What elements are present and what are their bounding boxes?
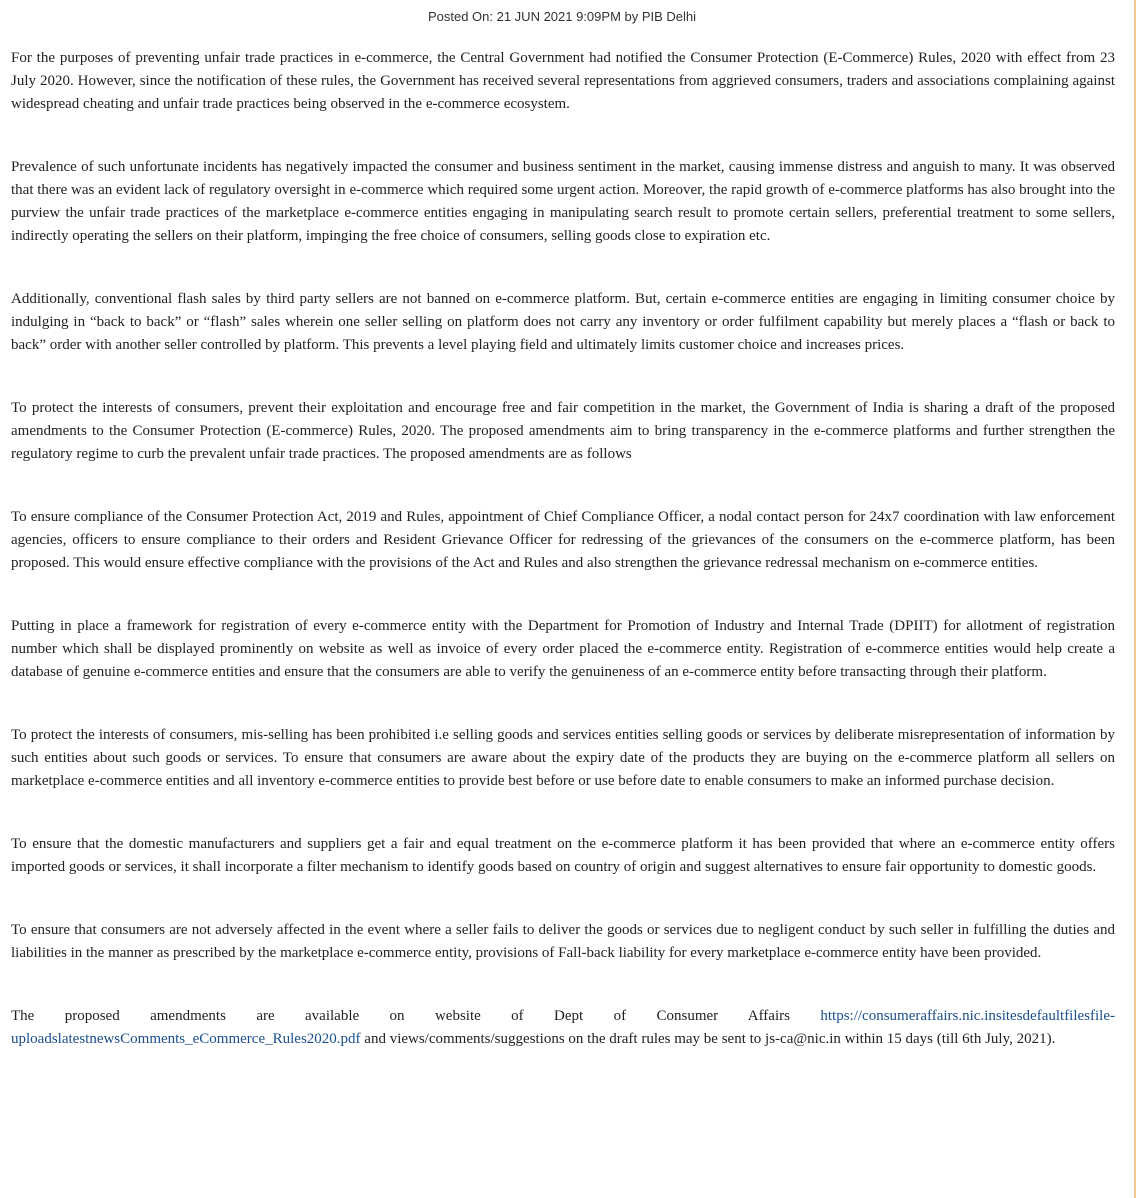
paragraph-2: Prevalence of such unfortunate incidents has negatively impacted the consumer and business sentiment in the market, causing immense distress and anguish to many. It was observed that there was an evident lack of regulatory oversight in e-commerce which required some urgent action. Moreover, the rapid growth of e-commerce platforms has also brought into the purview the unfair trade practices of the marketplace e-commerce entities engaging in manipulating search result to promote certain sellers, preferential treatment to some sellers, indirectly operating the sellers on their platform, impinging the free choice of consumers, selling goods close to expiration etc.	[11, 159, 1115, 244]
paragraph-10	[11, 1005, 1115, 1051]
draft-rules-pdf-link[interactable]: https://consumeraffairs.nic.insitesdefaultfilesfile-uploadslatestnewsComments_eCommerce_Rules2020.pdf	[11, 1008, 1115, 1047]
paragraph-5: To ensure compliance of the Consumer Protection Act, 2019 and Rules, appointment of Chief Compliance Officer, a nodal contact person for 24x7 coordination with law enforcement agencies, officers to ensure compliance to their orders and Resident Grievance Officer for redressing of the grievances of the consumers on the e-commerce platform, has been proposed. This would ensure effective compliance with the provisions of the Act and Rules and also strengthen the grievance redressal mechanism on e-commerce entities.	[11, 509, 1115, 571]
article-body	[11, 47, 1115, 1051]
paragraph-4: To protect the interests of consumers, prevent their exploitation and encourage free and fair competition in the market, the Government of India is sharing a draft of the proposed amendments to the Consumer Protection (E-commerce) Rules, 2020. The proposed amendments aim to bring transparency in the e-commerce platforms and further strengthen the regulatory regime to curb the prevalent unfair trade practices. The proposed amendments are as follows	[11, 400, 1115, 462]
paragraph-8: To ensure that the domestic manufacturers and suppliers get a fair and equal treatment on the e-commerce platform it has been provided that where an e-commerce entity offers imported goods or services, it shall incorporate a filter mechanism to identify goods based on country of origin and suggest alternatives to ensure fair opportunity to domestic goods.	[11, 836, 1115, 875]
posted-on-line: Posted On: 21 JUN 2021 9:09PM by PIB Delhi	[427, 9, 697, 24]
final-text-after-link: and views/comments/suggestions on the draft rules may be sent to js-ca@nic.in within 15 days (till 6th July, 2021).	[360, 1031, 1056, 1047]
paragraph-3: Additionally, conventional flash sales by third party sellers are not banned on e-commerce platform. But, certain e-commerce entities are engaging in limiting consumer choice by indulging in “back to back” or “flash” sales wherein one seller selling on platform does not carry any inventory or order fulfilment capability but merely places a “flash or back to back” order with another seller controlled by platform. This prevents a level playing field and ultimately limits customer choice and increases prices.	[11, 291, 1115, 353]
paragraph-9: To ensure that consumers are not adversely affected in the event where a seller fails to deliver the goods or services due to negligent conduct by such seller in fulfilling the duties and liabilities in the manner as prescribed by the marketplace e-commerce entity, provisions of Fall-back liability for every marketplace e-commerce entity have been provided.	[11, 922, 1115, 961]
paragraph-1: For the purposes of preventing unfair trade practices in e-commerce, the Central Government had notified the Consumer Protection (E-Commerce) Rules, 2020 with effect from 23 July 2020. However, since the notification of these rules, the Government has received several representations from aggrieved consumers, traders and associations complaining against widespread cheating and unfair trade practices being observed in the e-commerce ecosystem.	[11, 50, 1115, 112]
paragraph-6: Putting in place a framework for registration of every e-commerce entity with the Department for Promotion of Industry and Internal Trade (DPIIT) for allotment of registration number which shall be displayed prominently on website as well as invoice of every order placed the e-commerce entity. Registration of e-commerce entities would help create a database of genuine e-commerce entities and ensure that the consumers are able to verify the genuineness of an e-commerce entity before transacting through their platform.	[11, 618, 1115, 680]
right-border-line	[1134, 0, 1136, 1198]
final-text-before-link: The proposed amendments are available on website of Dept of Consumer Affairs	[11, 1008, 821, 1024]
paragraph-7: To protect the interests of consumers, mis-selling has been prohibited i.e selling goods and services entities selling goods or services by deliberate misrepresentation of information by such entities about such goods or services. To ensure that consumers are aware about the expiry date of the products they are buying on the e-commerce platform all sellers on marketplace e-commerce entities and all inventory e-commerce entities to provide best before or use before date to enable consumers to make an informed purchase decision.	[11, 727, 1115, 789]
